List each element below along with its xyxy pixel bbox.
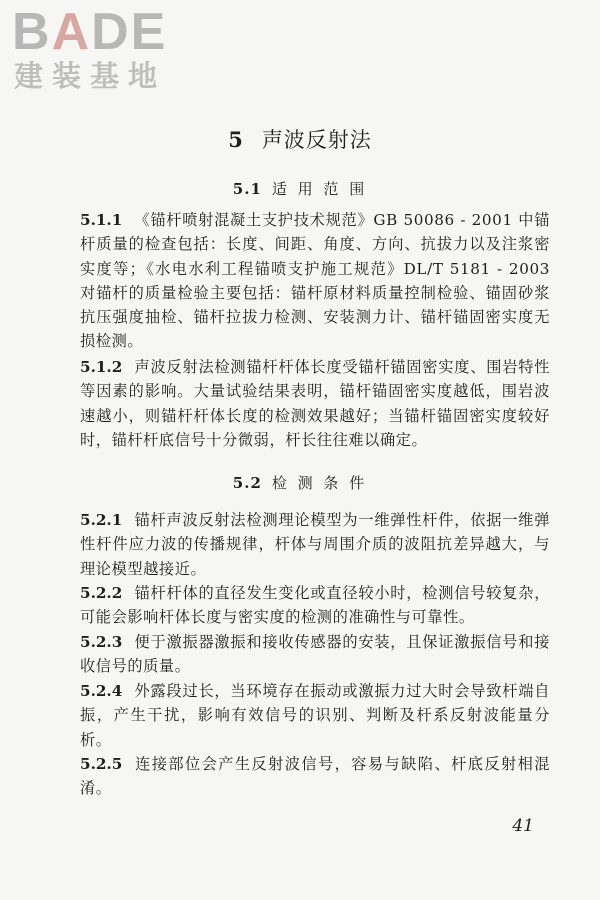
clause-text: 锚杆声波反射法检测理论模型为一维弹性杆件，依据一维弹性杆件应力波的传播规律，杆体与周围介质的波阻抗差异越大，与理论模型越接近。 [80,511,550,578]
clause-number: 5.1.2 [80,358,123,376]
section-title: 适 用 范 围 [271,180,368,198]
page-number: 41 [512,816,534,836]
logo-letters-de: DE [91,3,168,61]
logo-letter-a: A [51,3,92,61]
clause-paragraph [80,581,550,630]
chapter-number: 5 [228,127,244,152]
clause-paragraph [80,630,550,679]
section-number: 5.1 [232,180,262,198]
chapter-title: 声波反射法 [261,128,372,152]
clause-text: 连接部位会产生反射波信号，容易与缺陷、杆底反射相混淆。 [80,755,550,798]
clause-text: 便于激振器激振和接收传感器的安装，且保证激振信号和接收信号的质量。 [80,633,550,676]
clause-number: 5.2.5 [80,755,123,773]
section-title: 检 测 条 件 [271,474,368,492]
clause-number: 5.2.4 [80,682,123,700]
clause-number: 5.1.1 [80,211,123,229]
section-heading [0,178,600,199]
clause-paragraph [80,508,550,581]
clause-paragraph [80,355,550,452]
section-heading [0,472,600,493]
clause-paragraph [80,208,550,354]
clause-paragraph [80,752,550,801]
logo-letter-b: B [12,3,52,61]
clause-text: 锚杆杆体的直径发生变化或直径较小时，检测信号较复杂，可能会影响杆体长度与密实度的检测的准确性与可靠性。 [80,584,550,627]
clause-text: 《锚杆喷射混凝土支护技术规范》GB 50086 - 2001 中锚杆质量的检查包括：长度、间距、角度、方向、抗拔力以及注浆密实度等；《水电水利工程锚喷支护施工规范》DL/T 5181 - 2003 对锚杆的质量检验主要包括：锚杆原材料质量控制检验、锚固砂浆抗压强度抽检、锚杆拉拔力检测、安装测力计、锚杆锚固密实度无损检测。 [80,211,550,351]
clause-paragraph [80,679,550,752]
logo-subtitle: 建装基地 [14,59,167,93]
section-number: 5.2 [232,474,262,492]
brand-logo [12,4,167,92]
clause-text: 声波反射法检测锚杆杆体长度受锚杆锚固密实度、围岩特性等因素的影响。大量试验结果表明，锚杆锚固密实度越低，围岩波速越小，则锚杆杆体长度的检测效果越好；当锚杆锚固密实度较好时，锚杆杆底信号十分微弱，杆长往往难以确定。 [80,358,550,449]
clause-number: 5.2.1 [80,511,123,529]
clause-text: 外露段过长，当环境存在振动或激振力过大时会导致杆端自振，产生干扰，影响有效信号的识别、判断及杆系反射波能量分析。 [80,682,550,749]
logo-wordmark [12,4,167,60]
chapter-heading [0,124,600,154]
clause-number: 5.2.3 [80,633,123,651]
clause-number: 5.2.2 [80,584,123,602]
